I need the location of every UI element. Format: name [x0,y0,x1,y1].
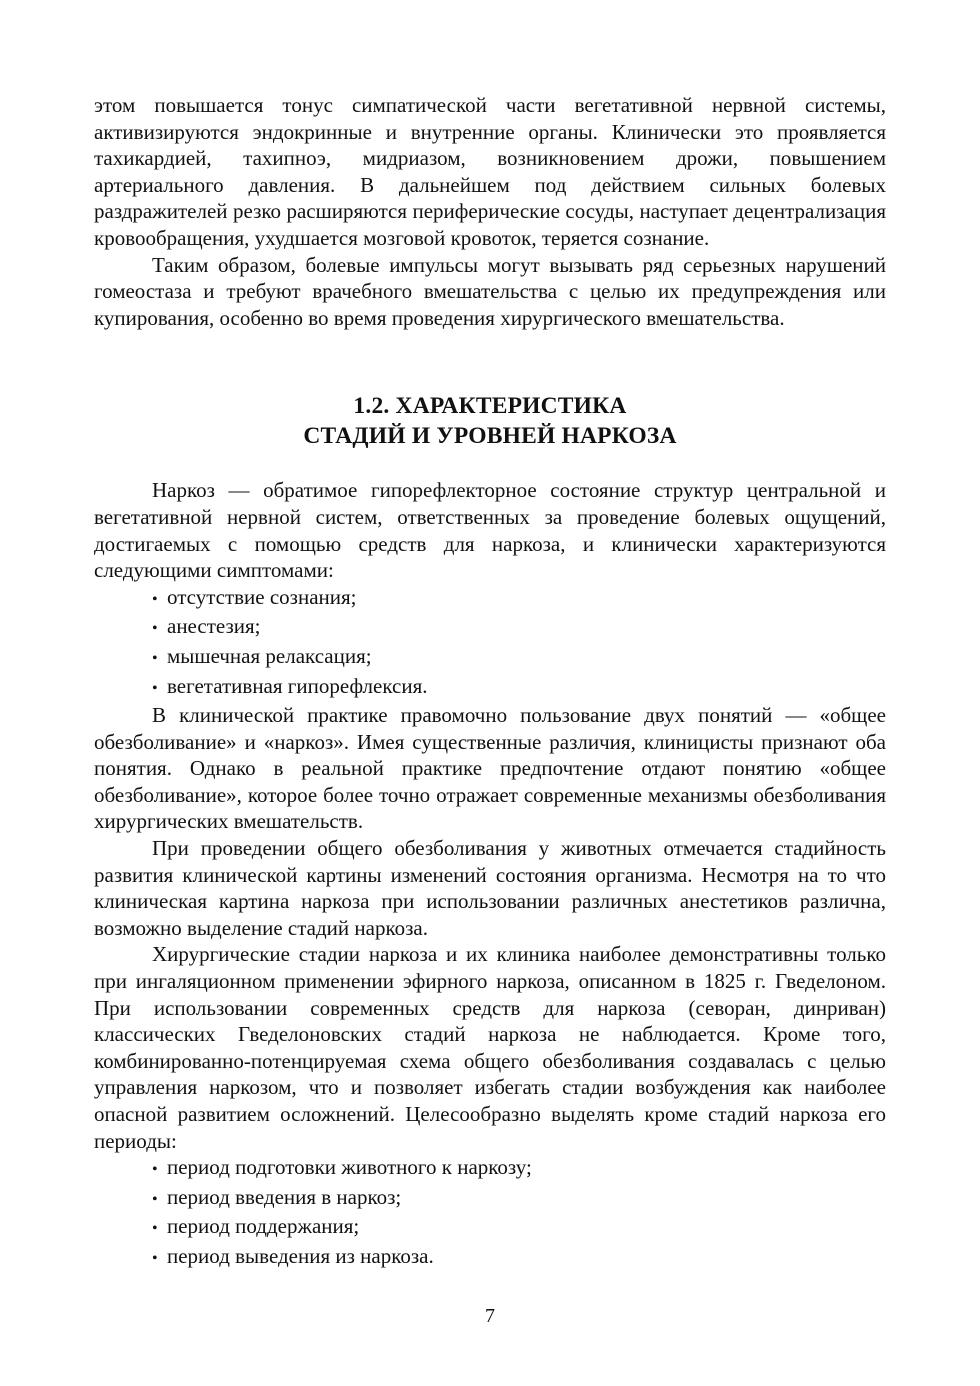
bullet-icon: • [152,1220,158,1238]
list-item-text: мышечная релаксация; [167,643,372,668]
list-item-text: вегетативная гипорефлексия. [167,673,428,698]
intro-paragraph-conclusion: Таким образом, болевые импульсы могут вызывать ряд серьезных нарушений гомеостаза и требуют врачебного вмешательства с целью их предупреждения или купирования, особенно во время проведения хирургического вмешательства. [94,252,886,330]
surgical-stages-paragraph: Хирургические стадии наркоза и их клиника наиболее демонстративны только при ингаляционном применении эфирного наркоза, описанном в 1825 г. Гведелоном. При использовании современных средств для наркоза (севоран, динриван) классических Гведелоновских стадий наркоза не наблюдается. Кроме того, комбинированно-потенцируемая схема общего обезболивания создавалась с целью управления наркозом, что и позволяет избегать стадии возбуждения как наиболее опасной развитием осложнений. Целесообразно выделять кроме стадий наркоза его периоды: [94,942,886,1153]
bullet-icon: • [152,1249,158,1267]
bullet-icon: • [152,1161,158,1179]
concepts-paragraph: В клинической практике правомочно пользование двух понятий — «общее обезболивание» и «наркоз». Имея существенные различия, клиницисты признают оба понятия. Однако в реальной практике предпочтение отдают понятию «общее обезболивание», которое более точно отражает современные механизмы обезболивания хирургических вмешательств. [94,703,886,834]
bullet-icon: • [152,620,158,638]
bullet-icon: • [152,1190,158,1208]
list-item [152,584,886,614]
list-item [152,643,886,673]
bullet-icon: • [152,679,158,697]
bullet-icon: • [152,590,158,608]
definition-paragraph: Наркоз — обратимое гипорефлекторное состояние структур центральной и вегетативной нервной систем, ответственных за проведение болевых ощущений, достигаемых с помощью средств для наркоза, и клинически характеризуются следующими симптомами: [94,478,886,583]
section-heading-line-2: СТАДИЙ И УРОВНЕЙ НАРКОЗА [303,423,677,450]
list-item [152,1154,886,1184]
list-item [152,1184,886,1214]
list-item-text: период введения в наркоз; [167,1184,402,1209]
section-heading-line-1: 1.2. ХАРАКТЕРИСТИКА [353,393,627,420]
list-item-text: анестезия; [167,614,261,639]
intro-paragraph-continued: этом повышается тонус симпатической части вегетативной нервной системы, активизируются эндокринные и внутренние органы. Клинически это проявляется тахикардией, тахипноэ, мидриазом, возникновением дрожи, повышением артериального давления. В дальнейшем под действием сильных болевых раздражителей резко расширяются периферические сосуды, наступает децентрализация кровообращения, ухудшается мозговой кровоток, теряется сознание. [94,93,886,250]
list-item-text: отсутствие сознания; [167,584,357,609]
document-page [94,92,886,1273]
section-heading [94,391,886,451]
page-number: 7 [485,1305,495,1327]
list-item-text: период выведения из наркоза. [167,1243,434,1268]
list-item [152,1213,886,1243]
bullet-icon: • [152,649,158,667]
list-item [152,613,886,643]
list-item-text: период подготовки животного к наркозу; [167,1155,532,1180]
list-item-text: период поддержания; [167,1214,360,1239]
staging-paragraph: При проведении общего обезболивания у животных отмечается стадийность развития клинической картины изменений состояния организма. Несмотря на то что клиническая картина наркоза при использовании различных анестетиков различна, возможно выделение стадий наркоза. [94,836,886,940]
symptoms-list [94,584,886,702]
periods-list [94,1154,886,1272]
list-item [152,673,886,703]
list-item [152,1243,886,1273]
